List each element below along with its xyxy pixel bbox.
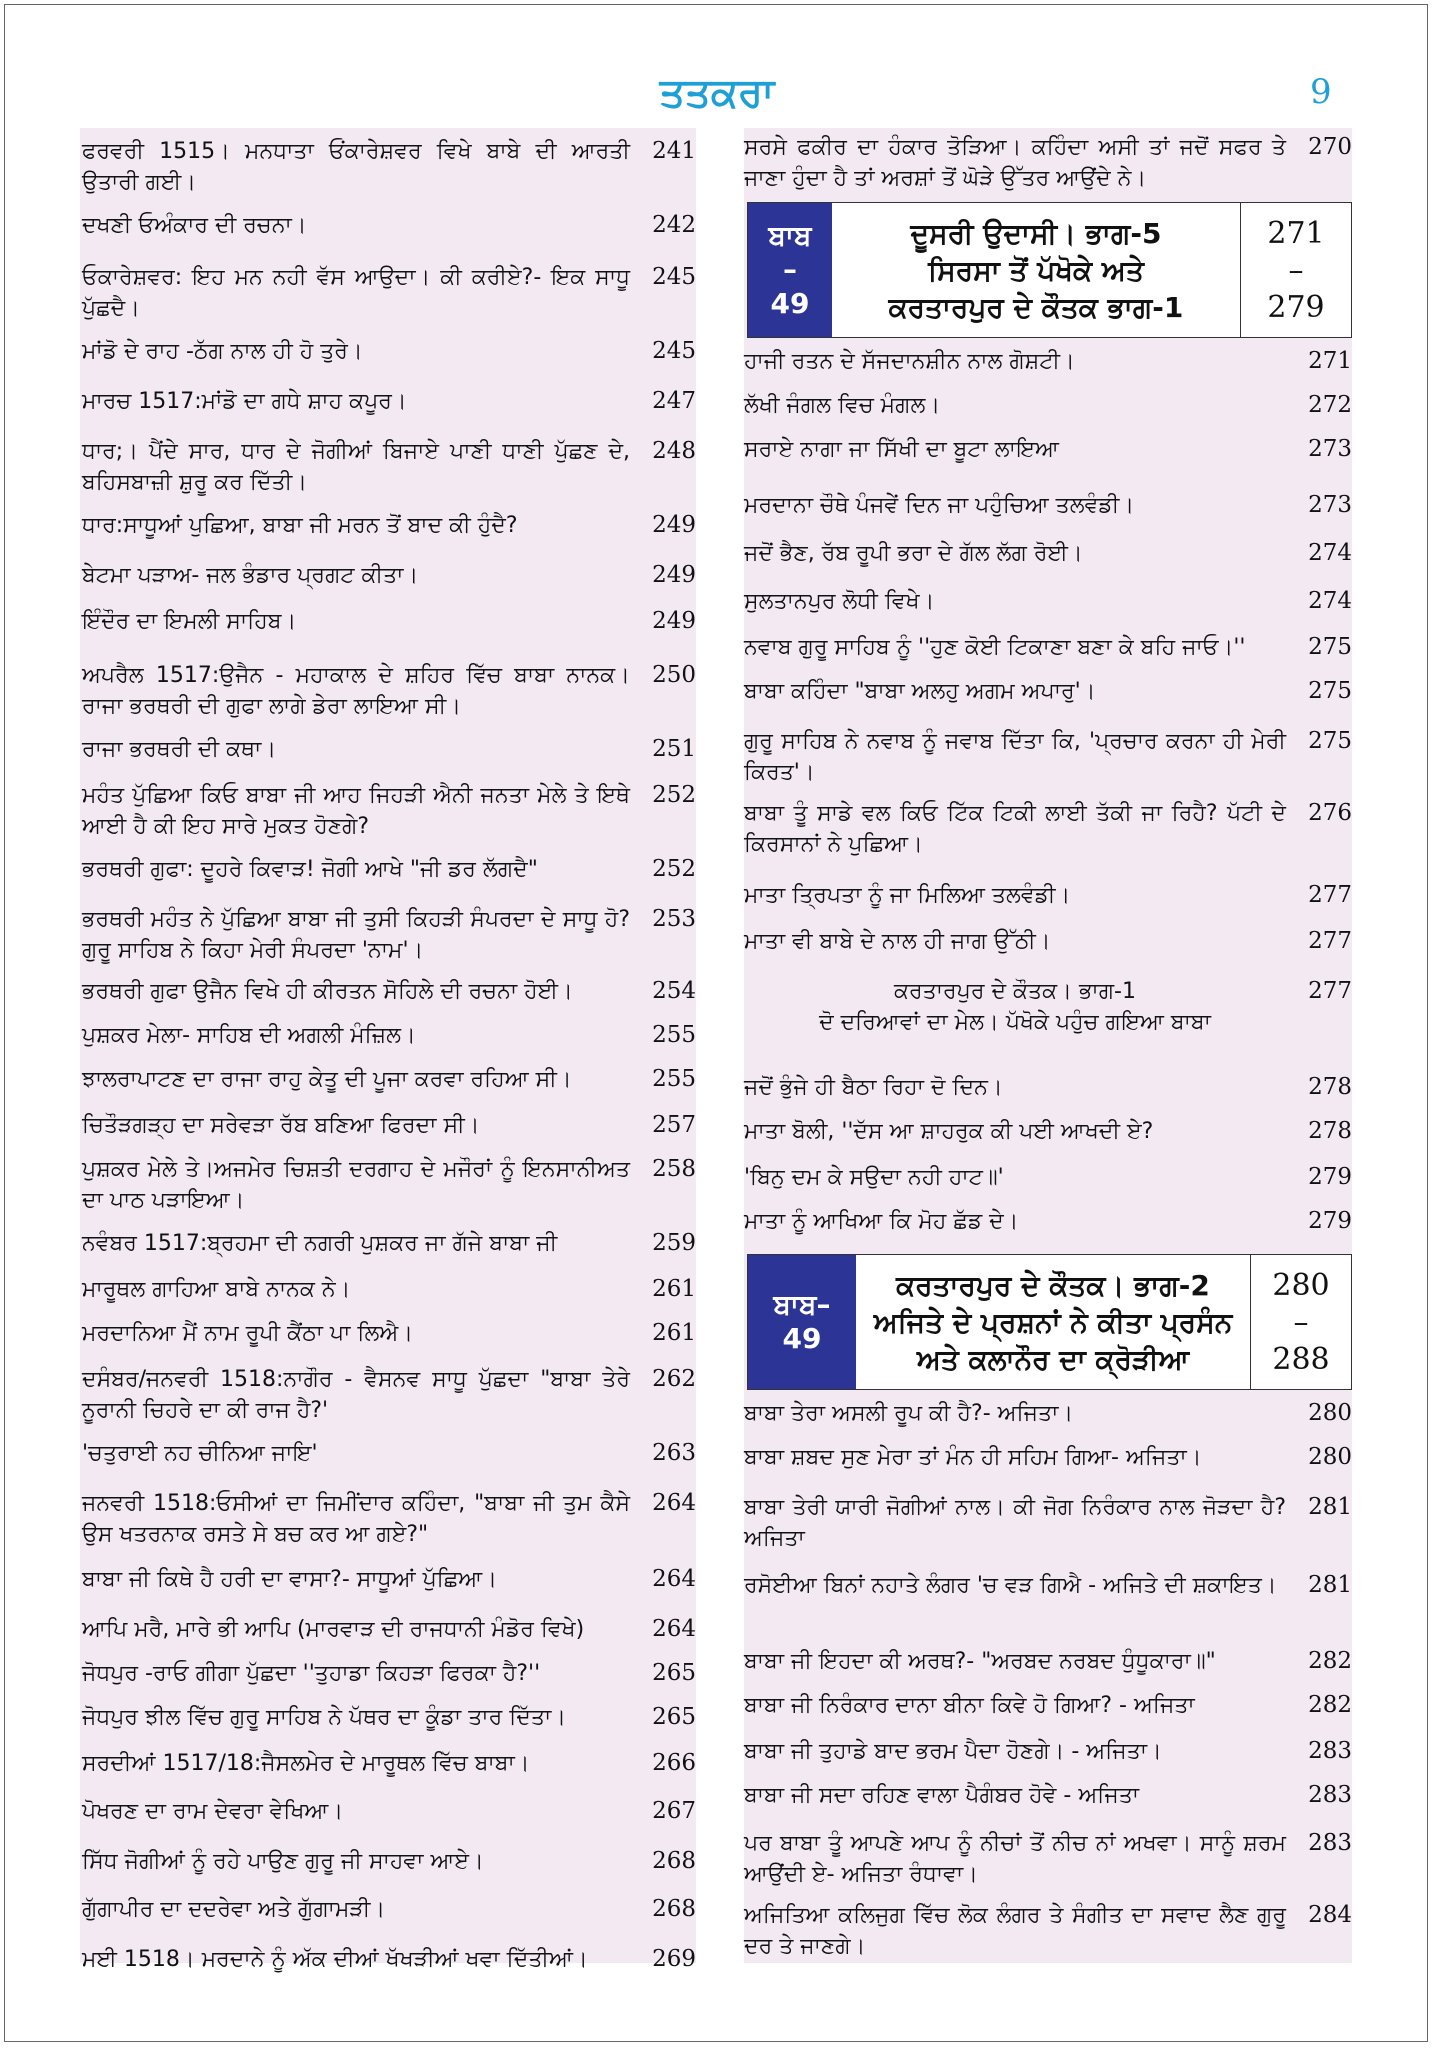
toc-entry-page: 279 — [1308, 1208, 1352, 1234]
toc-entry — [80, 1614, 696, 1645]
toc-entry-title: ਫਰਵਰੀ 1515। ਮਨਧਾਤਾ ਓਂਕਾਰੇਸ਼ਵਰ ਵਿਖੇ ਬਾਬੇ ਦੀ ਆਰਤੀ ਉਤਾਰੀ ਗਈ। — [82, 139, 630, 195]
toc-entry-title: ਧਾਰ;। ਪੈਂਦੇ ਸਾਰ, ਧਾਰ ਦੇ ਜੋਗੀਆਂ ਬਿਜਾਏ ਪਾਣੀ ਧਾਣੀ ਪੁੱਛਣ ਦੇ, ਬਹਿਸਬਾਜ਼ੀ ਸ਼ੁਰੂ ਕਰ ਦਿੱਤੀ। — [82, 439, 630, 495]
toc-entry-page: 250 — [652, 662, 696, 688]
toc-entry-title: ਪੋਖਰਣ ਦਾ ਰਾਮ ਦੇਵਰਾ ਵੇਖਿਆ। — [82, 1799, 344, 1824]
toc-entry-title: ਧਾਰ:ਸਾਧੂਆਂ ਪੁਛਿਆ, ਬਾਬਾ ਜੀ ਮਰਨ ਤੋਂ ਬਾਦ ਕੀ ਹੁੰਦੈ? — [82, 513, 518, 538]
toc-entry — [80, 1438, 696, 1469]
toc-entry-title: ਦਸੰਬਰ/ਜਨਵਰੀ 1518:ਨਾਗੌਰ - ਵੈਸਨਵ ਸਾਧੂ ਪੁੱਛਦਾ "ਬਾਬਾ ਤੇਰੇ ਨੂਰਾਨੀ ਚਿਹਰੇ ਦਾ ਕੀ ਰਾਜ ਹੈ?' — [82, 1367, 630, 1423]
toc-entry-title: ਮਾਂਡੋ ਦੇ ਰਾਹ -ਠੱਗ ਨਾਲ ਹੀ ਹੋ ਤੁਰੇ। — [82, 339, 363, 364]
toc-entry-title: ਗੁੱਗਾਪੀਰ ਦਾ ਦਦਰੇਵਾ ਅਤੇ ਗੁੱਗਾਮੜੀ। — [82, 1897, 386, 1922]
toc-left-column — [80, 128, 696, 1972]
toc-entry-title: ਰਾਜਾ ਭਰਥਰੀ ਦੀ ਕਥਾ। — [82, 737, 277, 762]
toc-entry-title: ਭਰਥਰੀ ਗੁਫਾ ਉਜੈਨ ਵਿਖੇ ਹੀ ਕੀਰਤਨ ਸੋਹਿਲੇ ਦੀ ਰਚਨਾ ਹੋਈ। — [82, 979, 573, 1004]
toc-entry — [80, 1658, 696, 1689]
toc-entry — [744, 1442, 1352, 1473]
toc-entry-page: 265 — [652, 1704, 696, 1730]
toc-entry — [744, 1570, 1352, 1601]
toc-entry-title: ਮਾਰੂਥਲ ਗਾਹਿਆ ਬਾਬੇ ਨਾਨਕ ਨੇ। — [82, 1277, 351, 1302]
page-title: ਤਤਕਰਾ — [659, 70, 775, 116]
toc-entry-title: ਮਾਤਾ ਨੂੰ ਆਖਿਆ ਕਿ ਮੋਹ ਛੱਡ ਦੇ। — [744, 1209, 1019, 1234]
toc-entry — [744, 1646, 1352, 1677]
toc-entry — [80, 780, 696, 842]
chapter-range-line: 271 — [1267, 215, 1325, 251]
chapter-range-line: – — [1288, 252, 1304, 288]
toc-entry-page: 277 — [1308, 882, 1352, 908]
toc-entry — [744, 798, 1352, 860]
chapter-range-line: 280 — [1272, 1267, 1330, 1303]
toc-entry-page: 271 — [1308, 348, 1352, 374]
toc-entry-title: ਬਾਬਾ ਜੀ ਤੁਹਾਡੇ ਬਾਦ ਭਰਮ ਪੈਦਾ ਹੋਣਗੇ। - ਅਜਿਤਾ। — [744, 1739, 1162, 1764]
toc-entry-page: 280 — [1308, 1400, 1352, 1426]
toc-entry — [80, 1488, 696, 1550]
toc-entry-page: 242 — [652, 212, 696, 238]
toc-entry — [744, 632, 1352, 663]
toc-entry-page: 263 — [652, 1440, 696, 1466]
toc-entry-page: 249 — [652, 562, 696, 588]
chapter-title — [856, 1255, 1250, 1389]
toc-entry-page: 254 — [652, 978, 696, 1004]
toc-entry-title: ਅਜਿਤਿਆ ਕਲਿਜੁਗ ਵਿੱਚ ਲੋਕ ਲੰਗਰ ਤੇ ਸੰਗੀਤ ਦਾ ਸਵਾਦ ਲੈਣ ਗੁਰੂ ਦਰ ਤੇ ਜਾਣਗੇ। — [744, 1903, 1286, 1959]
chapter-range-line: 279 — [1267, 289, 1325, 325]
toc-entry-page: 284 — [1308, 1902, 1352, 1928]
toc-entry — [744, 1492, 1352, 1554]
toc-entry-title: 'ਬਿਨੁ ਦਮ ਕੇ ਸਉਦਾ ਨਹੀ ਹਾਟ॥' — [744, 1165, 1004, 1190]
toc-entry-title: ਪੁਸ਼ਕਰ ਮੇਲਾ- ਸਾਹਿਬ ਦੀ ਅਗਲੀ ਮੰਜ਼ਿਲ। — [82, 1023, 416, 1048]
toc-entry — [744, 346, 1352, 377]
toc-entry — [744, 586, 1352, 617]
toc-entry — [744, 880, 1352, 911]
toc-entry-page: 280 — [1308, 1444, 1352, 1470]
toc-entry — [80, 436, 696, 498]
chapter-title-line: ਸਿਰਸਾ ਤੋਂ ਪੱਖੋਕੇ ਅਤੇ — [928, 253, 1144, 287]
toc-entry-page: 281 — [1308, 1494, 1352, 1520]
toc-entry — [744, 132, 1352, 194]
toc-entry — [80, 1894, 696, 1925]
toc-entry-title: ਬਾਬਾ ਜੀ ਸਦਾ ਰਹਿਣ ਵਾਲਾ ਪੈਗੰਬਰ ਹੋਵੇ - ਅਜਿਤਾ — [744, 1783, 1140, 1808]
toc-entry-title: ਮਰਦਾਨਾ ਚੌਥੇ ਪੰਜਵੇਂ ਦਿਨ ਜਾ ਪਹੁੰਚਿਆ ਤਲਵੰਡੀ। — [744, 493, 1135, 518]
toc-entry — [744, 1072, 1352, 1103]
toc-entry-title: ਸਰਾਏ ਨਾਗਾ ਜਾ ਸਿੱਖੀ ਦਾ ਬੂਟਾ ਲਾਇਆ — [744, 437, 1059, 462]
toc-entry — [80, 660, 696, 722]
toc-entry-page: 258 — [652, 1156, 696, 1182]
chapter-title-line: ਅਜਿਤੇ ਦੇ ਪ੍ਰਸ਼ਨਾਂ ਨੇ ਕੀਤਾ ਪ੍ਰਸੰਨ — [873, 1305, 1233, 1339]
toc-entry — [80, 1364, 696, 1426]
toc-entry — [80, 510, 696, 541]
chapter-page-range — [1240, 203, 1351, 337]
toc-entry — [80, 1064, 696, 1095]
chapter-badge — [748, 203, 832, 337]
toc-entry-title: ਅਪਰੈਲ 1517:ਉਜੈਨ - ਮਹਾਕਾਲ ਦੇ ਸ਼ਹਿਰ ਵਿੱਚ ਬਾਬਾ ਨਾਨਕ। ਰਾਜਾ ਭਰਥਰੀ ਦੀ ਗੁਫਾ ਲਾਗੇ ਡੇਰਾ ਲਾਇਆ ਸੀ। — [82, 663, 630, 719]
toc-entry-title: ਕਰਤਾਰਪੁਰ ਦੇ ਕੌਤਕ। ਭਾਗ-1 ਦੋ ਦਰਿਆਵਾਂ ਦਾ ਮੇਲ। ਪੱਖੋਕੇ ਪਹੁੰਚ ਗਇਆ ਬਾਬਾ — [819, 979, 1211, 1035]
chapter-range-line: – — [1293, 1304, 1309, 1340]
toc-entry — [80, 1020, 696, 1051]
toc-entry — [80, 606, 696, 637]
toc-entry — [744, 976, 1352, 1038]
toc-entry — [744, 726, 1352, 788]
toc-entry — [744, 1780, 1352, 1811]
toc-entry — [80, 1796, 696, 1827]
chapter-badge — [748, 1255, 856, 1389]
toc-entry-page: 275 — [1308, 728, 1352, 754]
toc-entry-page: 269 — [652, 1946, 696, 1972]
chapter-title-line: ਦੂਸਰੀ ਉਦਾਸੀ। ਭਾਗ-5 — [910, 216, 1162, 250]
toc-entry-page: 245 — [652, 338, 696, 364]
chapter-heading — [747, 202, 1352, 338]
toc-entry-title: ਸਿੱਧ ਜੋਗੀਆਂ ਨੂੰ ਰਹੇ ਪਾਉਣ ਗੁਰੂ ਜੀ ਸਾਹਵਾ ਆਏ। — [82, 1849, 484, 1874]
toc-entry — [80, 1154, 696, 1216]
toc-entry-page: 275 — [1308, 634, 1352, 660]
toc-entry-page: 278 — [1308, 1118, 1352, 1144]
toc-entry — [80, 1110, 696, 1141]
toc-entry — [744, 1116, 1352, 1147]
toc-entry-title: ਇੰਦੌਰ ਦਾ ਇਮਲੀ ਸਾਹਿਬ। — [82, 609, 297, 634]
chapter-title — [832, 203, 1240, 337]
toc-entry-title: ਸਰਦੀਆਂ 1517/18:ਜੈਸਲਮੇਰ ਦੇ ਮਾਰੂਥਲ ਵਿੱਚ ਬਾਬਾ। — [82, 1751, 530, 1776]
toc-entry — [744, 1162, 1352, 1193]
toc-entry-title: ਜਨਵਰੀ 1518:ਓਸੀਆਂ ਦਾ ਜਿਮੀਂਦਾਰ ਕਹਿੰਦਾ, "ਬਾਬਾ ਜੀ ਤੁਮ ਕੈਸੇ ਉਸ ਖਤਰਨਾਕ ਰਸਤੇ ਸੇ ਬਚ ਕਰ ਆ ਗਏ?" — [82, 1491, 630, 1547]
toc-entry — [80, 336, 696, 367]
toc-entry-page: 252 — [652, 856, 696, 882]
toc-entry-page: 264 — [652, 1566, 696, 1592]
toc-entry-page: 283 — [1308, 1738, 1352, 1764]
toc-entry-page: 283 — [1308, 1782, 1352, 1808]
toc-entry-title: ਝਾਲਰਾਪਾਟਣ ਦਾ ਰਾਜਾ ਰਾਹੁ ਕੇਤੂ ਦੀ ਪੂਜਾ ਕਰਵਾ ਰਹਿਆ ਸੀ। — [82, 1067, 572, 1092]
chapter-page-range — [1250, 1255, 1351, 1389]
toc-entry — [744, 434, 1352, 465]
toc-entry-title: ਸਰਸੇ ਫਕੀਰ ਦਾ ਹੰਕਾਰ ਤੋੜਿਆ। ਕਹਿੰਦਾ ਅਸੀ ਤਾਂ ਜਦੋਂ ਸਫਰ ਤੇ ਜਾਣਾ ਹੁੰਦਾ ਹੈ ਤਾਂ ਅਰਸ਼ਾਂ ਤੋਂ ਘੋੜੇ ਉੱਤਰ ਆਉਂਦੇ ਨੇ। — [744, 135, 1286, 191]
toc-entry-page: 273 — [1308, 436, 1352, 462]
toc-entry — [744, 1398, 1352, 1429]
toc-entry-title: ਓਕਾਰੇਸ਼ਵਰ: ਇਹ ਮਨ ਨਹੀ ਵੱਸ ਆਉਦਾ। ਕੀ ਕਰੀਏ?- ਇਕ ਸਾਧੂ ਪੁੱਛਦੈ। — [82, 265, 630, 321]
toc-entry — [80, 1274, 696, 1305]
toc-entry — [80, 1702, 696, 1733]
toc-entry — [80, 904, 696, 966]
toc-entry-title: ਜੋਧਪੁਰ ਝੀਲ ਵਿੱਚ ਗੁਰੂ ਸਾਹਿਬ ਨੇ ਪੱਥਰ ਦਾ ਕੂੰਡਾ ਤਾਰ ਦਿੱਤਾ। — [82, 1705, 567, 1730]
toc-entry-title: ਬਾਬਾ ਤੂੰ ਸਾਡੇ ਵਲ ਕਿਓ ਟਿੱਕ ਟਿਕੀ ਲਾਈ ਤੱਕੀ ਜਾ ਰਿਹੈ? ਪੱਟੀ ਦੇ ਕਿਰਸਾਨਾਂ ਨੇ ਪੁਛਿਆ। — [744, 801, 1286, 857]
toc-entry — [744, 1690, 1352, 1721]
toc-entry-title: ਬਾਬਾ ਜੀ ਇਹਦਾ ਕੀ ਅਰਥ?- "ਅਰਬਦ ਨਰਬਦ ਧੁੰਧੂਕਾਰਾ॥" — [744, 1649, 1216, 1674]
toc-entry-page: 247 — [652, 388, 696, 414]
toc-entry-title: ਮਰਦਾਨਿਆ ਮੈਂ ਨਾਮ ਰੂਪੀ ਕੈਂਠਾ ਪਾ ਲਿਐ। — [82, 1321, 414, 1346]
toc-entry-page: 255 — [652, 1022, 696, 1048]
toc-entry-page: 266 — [652, 1750, 696, 1776]
toc-entry-page: 259 — [652, 1230, 696, 1256]
toc-entry — [80, 1944, 696, 1975]
toc-entry — [80, 262, 696, 324]
toc-entry-page: 276 — [1308, 800, 1352, 826]
toc-entry — [744, 1736, 1352, 1767]
toc-entry — [744, 1900, 1352, 1962]
toc-entry-title: ਚਿਤੌੜਗੜ੍ਹ ਦਾ ਸਰੇਵੜਾ ਰੱਬ ਬਣਿਆ ਫਿਰਦਾ ਸੀ। — [82, 1113, 480, 1138]
toc-entry — [744, 490, 1352, 521]
toc-entry-title: ਮਈ 1518। ਮਰਦਾਨੇ ਨੂੰ ਅੱਕ ਦੀਆਂ ਖੱਖੜੀਆਂ ਖਵਾ ਦਿੱਤੀਆਂ। — [82, 1947, 588, 1972]
toc-entry-page: 248 — [652, 438, 696, 464]
toc-entry-page: 265 — [652, 1660, 696, 1686]
toc-entry-title: ਜਦੋਂ ਭੁੰਜੇ ਹੀ ਬੈਠਾ ਰਿਹਾ ਦੋ ਦਿਨ। — [744, 1075, 1003, 1100]
toc-entry-title: ਜੋਧਪੁਰ -ਰਾਓ ਗੀਗਾ ਪੁੱਛਦਾ ''ਤੁਹਾਡਾ ਕਿਹੜਾ ਫਿਰਕਾ ਹੈ?'' — [82, 1661, 541, 1686]
toc-entry-page: 264 — [652, 1490, 696, 1516]
toc-entry-page: 275 — [1308, 678, 1352, 704]
chapter-title-line: ਕਰਤਾਰਪੁਰ ਦੇ ਕੌਤਕ ਭਾਗ-1 — [888, 290, 1184, 324]
toc-entry — [80, 734, 696, 765]
toc-entry-page: 249 — [652, 512, 696, 538]
toc-right-column — [744, 128, 1352, 1963]
toc-entry — [744, 1828, 1352, 1890]
toc-entry — [80, 1564, 696, 1595]
toc-entry-title: ਬਾਬਾ ਜੀ ਨਿਰੰਕਾਰ ਦਾਨਾ ਬੀਨਾ ਕਿਵੇ ਹੋ ਗਿਆ? - ਅਜਿਤਾ — [744, 1693, 1195, 1718]
toc-entry-page: 273 — [1308, 492, 1352, 518]
toc-entry-title: 'ਚਤੁਰਾਈ ਨਹ ਚੀਨਿਆ ਜਾਇ' — [82, 1441, 318, 1466]
toc-entry-page: 282 — [1308, 1692, 1352, 1718]
toc-entry — [744, 926, 1352, 957]
toc-entry — [80, 386, 696, 417]
toc-entry-title: ਰਸੋਈਆ ਬਿਨਾਂ ਨਹਾਤੇ ਲੰਗਰ 'ਚ ਵੜ ਗਿਐ - ਅਜਿਤੇ ਦੀ ਸ਼ਕਾਇਤ। — [744, 1573, 1277, 1598]
toc-entry-page: 277 — [1308, 978, 1352, 1004]
toc-entry — [80, 976, 696, 1007]
toc-entry-page: 261 — [652, 1276, 696, 1302]
toc-entry-title: ਮਹੰਤ ਪੁੱਛਿਆ ਕਿਓ ਬਾਬਾ ਜੀ ਆਹ ਜਿਹੜੀ ਐਨੀ ਜਨਤਾ ਮੇਲੇ ਤੇ ਇਥੇ ਆਈ ਹੈ ਕੀ ਇਹ ਸਾਰੇ ਮੁਕਤ ਹੋਣਗੇ? — [82, 783, 630, 839]
chapter-title-line: ਅਤੇ ਕਲਾਨੌਰ ਦਾ ਕ੍ਰੋੜੀਆ — [916, 1342, 1190, 1376]
chapter-badge-line: ਬਾਬ– — [773, 1288, 831, 1321]
chapter-heading — [747, 1254, 1352, 1390]
chapter-title-line: ਕਰਤਾਰਪੁਰ ਦੇ ਕੌਤਕ। ਭਾਗ-2 — [896, 1268, 1210, 1302]
toc-entry — [80, 1846, 696, 1877]
toc-entry — [744, 538, 1352, 569]
toc-entry-page: 278 — [1308, 1074, 1352, 1100]
toc-entry-page: 251 — [652, 736, 696, 762]
toc-entry — [744, 1206, 1352, 1237]
toc-entry-title: ਬੇਟਮਾ ਪੜਾਅ- ਜਲ ਭੰਡਾਰ ਪ੍ਰਗਟ ਕੀਤਾ। — [82, 563, 419, 588]
toc-entry-page: 255 — [652, 1066, 696, 1092]
toc-entry-title: ਹਾਜੀ ਰਤਨ ਦੇ ਸੱਜਦਾਨਸ਼ੀਨ ਨਾਲ ਗੋਸ਼ਟੀ। — [744, 349, 1075, 374]
toc-entry-page: 252 — [652, 782, 696, 808]
toc-entry-title: ਗੁਰੂ ਸਾਹਿਬ ਨੇ ਨਵਾਬ ਨੂੰ ਜਵਾਬ ਦਿੱਤਾ ਕਿ, 'ਪ੍ਰਚਾਰ ਕਰਨਾ ਹੀ ਮੇਰੀ ਕਿਰਤ'। — [744, 729, 1286, 785]
toc-entry-page: 261 — [652, 1320, 696, 1346]
toc-entry-page: 267 — [652, 1798, 696, 1824]
toc-entry-title: ਪੁਸ਼ਕਰ ਮੇਲੇ ਤੇ।ਅਜਮੇਰ ਚਿਸ਼ਤੀ ਦਰਗਾਹ ਦੇ ਮਜੌਰਾਂ ਨੂੰ ਇਨਸਾਨੀਅਤ ਦਾ ਪਾਠ ਪੜਾਇਆ। — [82, 1157, 630, 1213]
toc-entry-title: ਨਵੰਬਰ 1517:ਬ੍ਰਹਮਾ ਦੀ ਨਗਰੀ ਪੁਸ਼ਕਰ ਜਾ ਗੱਜੇ ਬਾਬਾ ਜੀ — [82, 1231, 558, 1256]
toc-entry-page: 281 — [1308, 1572, 1352, 1598]
toc-entry-title: ਮਾਤਾ ਤ੍ਰਿਪਤਾ ਨੂੰ ਜਾ ਮਿਲਿਆ ਤਲਵੰਡੀ। — [744, 883, 1071, 908]
toc-entry — [80, 1748, 696, 1779]
toc-entry-page: 283 — [1308, 1830, 1352, 1856]
chapter-badge-line: 49 — [782, 1322, 822, 1355]
toc-entry-page: 277 — [1308, 928, 1352, 954]
toc-entry-title: ਬਾਬਾ ਜੀ ਕਿਥੇ ਹੈ ਹਰੀ ਦਾ ਵਾਸਾ?- ਸਾਧੂਆਂ ਪੁੱਛਿਆ। — [82, 1567, 498, 1592]
toc-entry — [80, 854, 696, 885]
toc-entry-title: ਪਰ ਬਾਬਾ ਤੂੰ ਆਪਣੇ ਆਪ ਨੂੰ ਨੀਚਾਂ ਤੋਂ ਨੀਚ ਨਾਂ ਅਖਵਾ। ਸਾਨੂੰ ਸ਼ਰਮ ਆਉਂਦੀ ਏ- ਅਜਿਤਾ ਰੰਧਾਵਾ। — [744, 1831, 1286, 1887]
toc-entry — [744, 390, 1352, 421]
chapter-badge-line: – — [783, 253, 797, 286]
toc-entry-title: ਸੁਲਤਾਨਪੁਰ ਲੋਧੀ ਵਿਖੇ। — [744, 589, 935, 614]
toc-entry-page: 282 — [1308, 1648, 1352, 1674]
toc-entry-page: 264 — [652, 1616, 696, 1642]
toc-entry — [744, 676, 1352, 707]
toc-entry-title: ਮਾਰਚ 1517:ਮਾਂਡੋ ਦਾ ਗਧੇ ਸ਼ਾਹ ਕਪੂਰ। — [82, 389, 407, 414]
toc-entry — [80, 560, 696, 591]
toc-entry-title: ਭਰਥਰੀ ਗੁਫਾ: ਦੂਹਰੇ ਕਿਵਾੜ! ਜੋਗੀ ਆਖੇ "ਜੀ ਡਰ ਲੱਗਦੈ" — [82, 857, 538, 882]
page-number: 9 — [1310, 72, 1332, 112]
toc-entry-page: 272 — [1308, 392, 1352, 418]
toc-entry-page: 245 — [652, 264, 696, 290]
toc-entry — [80, 1318, 696, 1349]
toc-entry-page: 268 — [652, 1848, 696, 1874]
toc-entry-page: 241 — [652, 138, 696, 164]
toc-entry-title: ਲੱਖੀ ਜੰਗਲ ਵਿਚ ਮੰਗਲ। — [744, 393, 941, 418]
toc-entry-title: ਬਾਬਾ ਤੇਰਾ ਅਸਲੀ ਰੂਪ ਕੀ ਹੈ?- ਅਜਿਤਾ। — [744, 1401, 1074, 1426]
toc-entry-title: ਬਾਬਾ ਤੇਰੀ ਯਾਰੀ ਜੋਗੀਆਂ ਨਾਲ। ਕੀ ਜੋਗ ਨਿਰੰਕਾਰ ਨਾਲ ਜੋੜਦਾ ਹੈ? ਅਜਿਤਾ — [744, 1495, 1286, 1551]
toc-entry-page: 249 — [652, 608, 696, 634]
toc-entry — [80, 1228, 696, 1259]
toc-entry-page: 274 — [1308, 540, 1352, 566]
toc-entry-title: ਆਪਿ ਮਰੈ, ਮਾਰੇ ਭੀ ਆਪਿ (ਮਾਰਵਾੜ ਦੀ ਰਾਜਧਾਨੀ ਮੰਡੋਰ ਵਿਖੇ) — [82, 1617, 585, 1642]
toc-entry-title: ਬਾਬਾ ਸ਼ਬਦ ਸੁਣ ਮੇਰਾ ਤਾਂ ਮੰਨ ਹੀ ਸਹਿਮ ਗਿਆ- ਅਜਿਤਾ। — [744, 1445, 1202, 1470]
toc-entry-title: ਦਖਣੀ ਓਅੰਕਾਰ ਦੀ ਰਚਨਾ। — [82, 213, 307, 238]
toc-entry-title: ਮਾਤਾ ਬੋਲੀ, ''ਦੱਸ ਆ ਸ਼ਾਹਰੁਕ ਕੀ ਪਈ ਆਖਦੀ ਏ? — [744, 1119, 1154, 1144]
toc-entry-page: 279 — [1308, 1164, 1352, 1190]
toc-entry — [80, 210, 696, 241]
toc-entry-page: 274 — [1308, 588, 1352, 614]
toc-entry-page: 268 — [652, 1896, 696, 1922]
toc-entry-title: ਭਰਥਰੀ ਮਹੰਤ ਨੇ ਪੁੱਛਿਆ ਬਾਬਾ ਜੀ ਤੁਸੀ ਕਿਹੜੀ ਸੰਪਰਦਾ ਦੇ ਸਾਧੂ ਹੋ? ਗੁਰੂ ਸਾਹਿਬ ਨੇ ਕਿਹਾ ਮੇਰੀ ਸੰਪਰਦਾ 'ਨਾਮ'। — [82, 907, 630, 963]
toc-entry — [80, 136, 696, 198]
toc-entry-page: 253 — [652, 906, 696, 932]
toc-entry-title: ਬਾਬਾ ਕਹਿੰਦਾ "ਬਾਬਾ ਅਲਹੁ ਅਗਮ ਅਪਾਰੁ'। — [744, 679, 1096, 704]
toc-entry-page: 270 — [1308, 134, 1352, 160]
toc-entry-title: ਨਵਾਬ ਗੁਰੂ ਸਾਹਿਬ ਨੂੰ ''ਹੁਣ ਕੋਈ ਟਿਕਾਣਾ ਬਣਾ ਕੇ ਬਹਿ ਜਾਓ।'' — [744, 635, 1246, 660]
chapter-badge-line: ਬਾਬ — [768, 219, 812, 252]
toc-entry-page: 262 — [652, 1366, 696, 1392]
toc-entry-title: ਜਦੋਂ ਭੈਣ, ਰੱਬ ਰੂਪੀ ਭਰਾ ਦੇ ਗੱਲ ਲੱਗ ਰੋਈ। — [744, 541, 1083, 566]
chapter-range-line: 288 — [1272, 1341, 1330, 1377]
chapter-badge-line: 49 — [770, 287, 810, 320]
toc-entry-page: 257 — [652, 1112, 696, 1138]
toc-entry-title: ਮਾਤਾ ਵੀ ਬਾਬੇ ਦੇ ਨਾਲ ਹੀ ਜਾਗ ਉੱਠੀ। — [744, 929, 1051, 954]
